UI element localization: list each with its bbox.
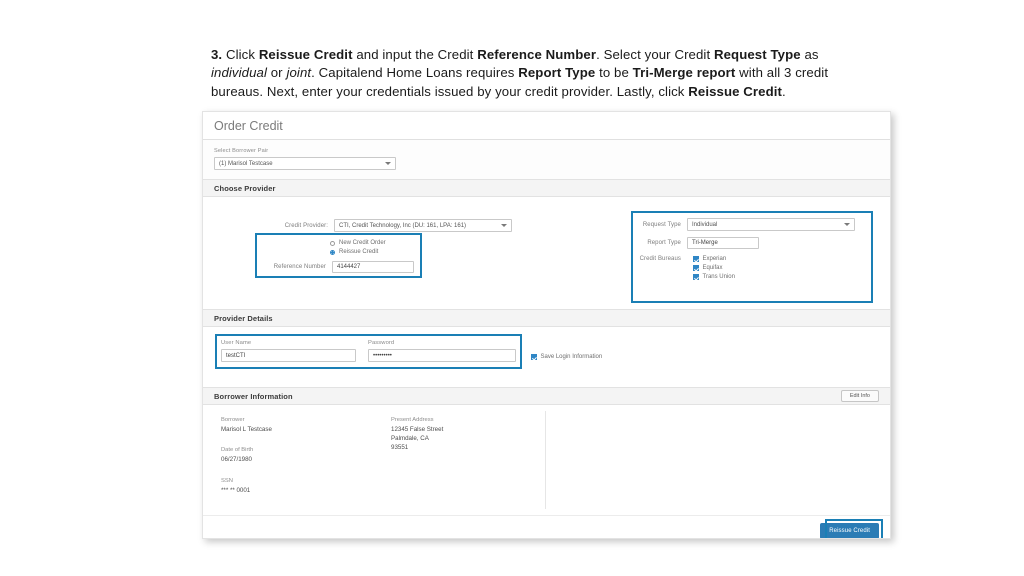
credit-provider-row [278, 219, 512, 232]
borrower-information-section-header [203, 387, 890, 405]
provider-details-section-header [203, 309, 890, 327]
borrower-information-title: Borrower Information [214, 391, 293, 401]
checkbox-trans-union-label: Trans Union [702, 274, 735, 280]
borrower-information-body [203, 405, 890, 516]
request-type-row [637, 218, 855, 231]
password-value: ••••••••• [373, 352, 392, 359]
highlight-reissue-button [825, 519, 883, 539]
password-field-group [368, 340, 516, 362]
present-address-line-1: 12345 False Street [391, 426, 444, 433]
checkbox-icon [531, 354, 537, 360]
user-name-field-group [221, 340, 356, 362]
password-input[interactable] [368, 349, 516, 362]
footer-bar [203, 516, 890, 539]
borrower-pair-row [203, 140, 890, 179]
column-divider [545, 411, 546, 509]
user-name-input[interactable] [221, 349, 356, 362]
password-label: Password [368, 340, 395, 346]
chevron-down-icon [844, 223, 850, 226]
choose-provider-body [203, 197, 890, 309]
reference-number-row [268, 261, 414, 273]
radio-selected-icon [330, 250, 335, 255]
order-type-radio-group [330, 240, 386, 258]
report-type-value: Tri-Merge [692, 240, 718, 246]
app-header [203, 112, 890, 140]
save-login-label: Save Login Information [540, 354, 603, 360]
borrower-pair-select[interactable] [214, 157, 396, 170]
reference-number-input[interactable] [332, 261, 414, 273]
radio-icon [330, 241, 335, 246]
page-title: Order Credit [214, 118, 283, 133]
borrower-key: Borrower [221, 417, 245, 423]
credit-bureaus-list [693, 256, 735, 283]
radio-new-credit-order-label: New Credit Order [339, 240, 386, 246]
choose-provider-title: Choose Provider [214, 183, 276, 193]
chevron-down-icon [385, 162, 391, 165]
present-address-line-2: Palmdale, CA [391, 435, 429, 442]
dob-field [221, 447, 253, 464]
dob-value: 06/27/1980 [221, 456, 252, 463]
choose-provider-section-header [203, 179, 890, 197]
checkbox-equifax[interactable] [693, 265, 735, 271]
report-type-label: Report Type [647, 240, 681, 246]
checkbox-trans-union[interactable] [693, 274, 735, 280]
chevron-down-icon [501, 224, 507, 227]
radio-new-credit-order[interactable] [330, 240, 386, 246]
provider-details-body [203, 327, 890, 387]
borrower-field [221, 417, 272, 434]
request-type-label: Request Type [642, 221, 681, 228]
request-type-select[interactable] [687, 218, 855, 231]
checkbox-icon [693, 256, 699, 262]
report-type-input[interactable] [687, 237, 759, 249]
user-name-value: testCTI [226, 352, 246, 359]
request-type-value: Individual [692, 221, 718, 228]
dob-key: Date of Birth [221, 447, 254, 453]
edit-info-button[interactable]: Edit Info [841, 390, 879, 402]
credit-bureaus-label: Credit Bureaus [639, 256, 681, 262]
user-name-label: User Name [221, 340, 252, 346]
credit-provider-value: CTI, Credit Technology, Inc (DU: 161, LPA: 161) [339, 222, 467, 229]
checkbox-icon [693, 265, 699, 271]
present-address-key: Present Address [391, 417, 434, 423]
report-type-row [637, 237, 759, 249]
checkbox-icon [693, 274, 699, 280]
checkbox-experian[interactable] [693, 256, 735, 262]
save-login-row[interactable] [531, 354, 602, 360]
ssn-field [221, 478, 250, 495]
radio-reissue-credit[interactable] [330, 249, 386, 255]
instruction-text: 3. Click Reissue Credit and input the Credit Reference Number. Select your Credit Request Type as individual or joint. Capitalend Home Loans requires Report Type to be Tri-Merge report with all 3 credit bureaus. Next, enter your credentials issued by your credit provider. Lastly, click Reissue Credit. [211, 47, 829, 99]
credit-provider-select[interactable] [334, 219, 512, 232]
provider-details-title: Provider Details [214, 313, 273, 323]
reference-number-value: 4144427 [337, 264, 361, 270]
ssn-value: *** ** 0001 [221, 487, 251, 494]
checkbox-experian-label: Experian [702, 256, 727, 262]
ssn-key: SSN [221, 478, 233, 484]
credit-bureaus-row [637, 256, 735, 283]
instruction-paragraph [211, 46, 871, 101]
present-address-field [391, 417, 443, 452]
borrower-pair-value: (1) Marisol Testcase [219, 160, 273, 167]
reference-number-label: Reference Number [273, 264, 326, 270]
checkbox-equifax-label: Equifax [702, 265, 723, 271]
present-address-line-3: 93551 [391, 444, 409, 451]
credit-provider-label: Credit Provider: [284, 222, 328, 229]
order-credit-screenshot [202, 111, 891, 539]
borrower-value: Marisol L Testcase [221, 426, 272, 433]
radio-reissue-credit-label: Reissue Credit [339, 249, 379, 255]
borrower-pair-label: Select Borrower Pair [214, 148, 269, 154]
reissue-credit-button[interactable]: Reissue Credit [820, 523, 879, 539]
